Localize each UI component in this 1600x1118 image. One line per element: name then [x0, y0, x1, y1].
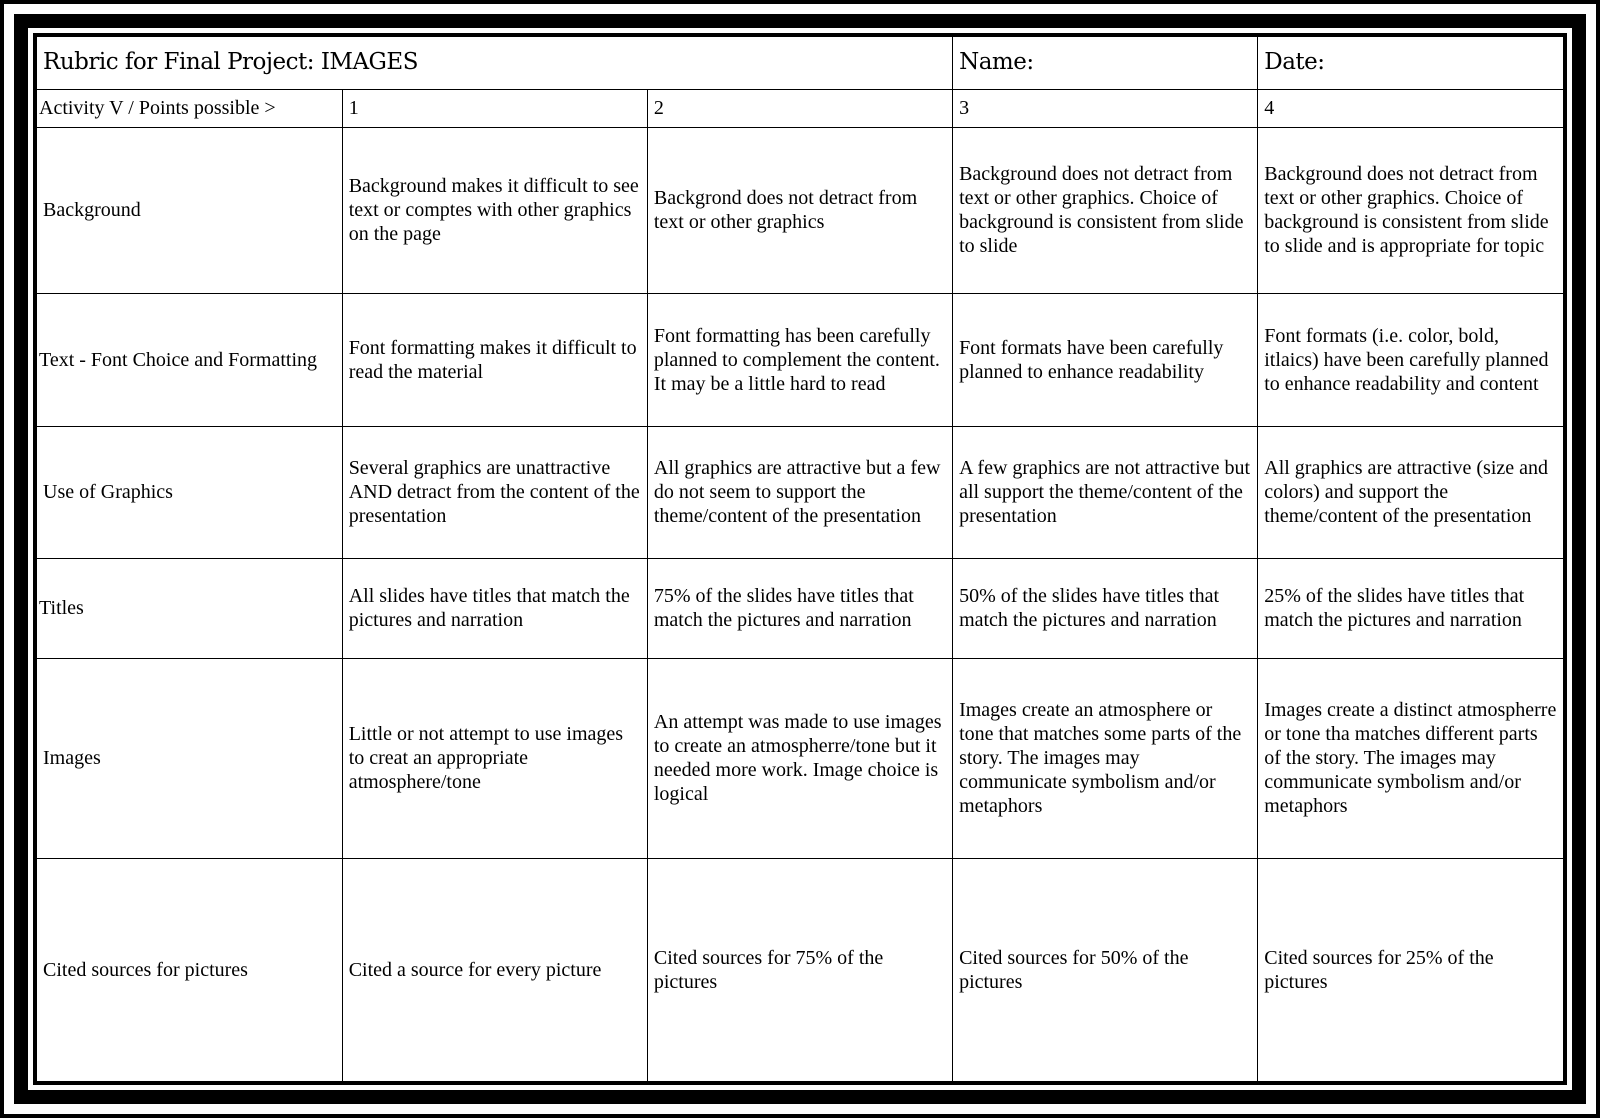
criterion-titles: Titles	[37, 558, 342, 658]
rubric-row-background	[37, 127, 1563, 293]
page-border-gap	[28, 28, 1572, 1090]
rubric-cell: 50% of the slides have titles that match the pictures and narration	[953, 558, 1258, 658]
header-row	[37, 37, 1563, 89]
rubric-cell: Little or not attempt to use images to creat an appropriate atmosphere/tone	[342, 658, 647, 858]
rubric-cell: All slides have titles that match the pictures and narration	[342, 558, 647, 658]
criterion-text-font: Text - Font Choice and Formatting	[37, 293, 342, 426]
rubric-cell: Backgrond does not detract from text or other graphics	[647, 127, 952, 293]
rubric-cell: Font formats (i.e. color, bold, itlaics) have been carefully planned to enhance readability and content	[1258, 293, 1563, 426]
rubric-cell: Background does not detract from text or other graphics. Choice of background is consistent from slide to slide and is appropriate for topic	[1258, 127, 1563, 293]
rubric-cell: Cited sources for 75% of the pictures	[647, 858, 952, 1081]
points-header-3: 3	[953, 89, 1258, 127]
rubric-cell: Background makes it difficult to see text or comptes with other graphics on the page	[342, 127, 647, 293]
rubric-cell: Cited sources for 25% of the pictures	[1258, 858, 1563, 1081]
rubric-cell: Font formats have been carefully planned to enhance readability	[953, 293, 1258, 426]
rubric-row-cited-sources	[37, 858, 1563, 1081]
criterion-images: Images	[37, 658, 342, 858]
points-header-4: 4	[1258, 89, 1563, 127]
rubric-cell: Images create a distinct atmospherre or tone tha matches different parts of the story. The images may communicate symbolism and/or metaphors	[1258, 658, 1563, 858]
rubric-row-images	[37, 658, 1563, 858]
rubric-row-titles	[37, 558, 1563, 658]
rubric-cell: 25% of the slides have titles that match the pictures and narration	[1258, 558, 1563, 658]
rubric-cell: A few graphics are not attractive but all support the theme/content of the presentation	[953, 426, 1258, 558]
rubric-cell: All graphics are attractive (size and colors) and support the theme/content of the presentation	[1258, 426, 1563, 558]
rubric-frame	[33, 33, 1567, 1085]
criterion-cited-sources: Cited sources for pictures	[37, 858, 342, 1081]
rubric-title: Rubric for Final Project: IMAGES	[37, 37, 953, 89]
criterion-background: Background	[37, 127, 342, 293]
rubric-cell: All graphics are attractive but a few do not seem to support the theme/content of the presentation	[647, 426, 952, 558]
rubric-cell: Cited sources for 50% of the pictures	[953, 858, 1258, 1081]
rubric-cell: Several graphics are unattractive AND detract from the content of the presentation	[342, 426, 647, 558]
rubric-cell: 75% of the slides have titles that match the pictures and narration	[647, 558, 952, 658]
rubric-cell: Background does not detract from text or other graphics. Choice of background is consistent from slide to slide	[953, 127, 1258, 293]
rubric-row-text-font	[37, 293, 1563, 426]
name-label: Name:	[953, 37, 1258, 89]
points-row	[37, 89, 1563, 127]
rubric-cell: An attempt was made to use images to create an atmospherre/tone but it needed more work. Image choice is logical	[647, 658, 952, 858]
rubric-cell: Font formatting has been carefully planned to complement the content. It may be a little hard to read	[647, 293, 952, 426]
rubric-cell: Images create an atmosphere or tone that matches some parts of the story. The images may communicate symbolism and/or metaphors	[953, 658, 1258, 858]
rubric-row-graphics	[37, 426, 1563, 558]
rubric-table	[37, 37, 1563, 1081]
page-border-band	[14, 14, 1586, 1104]
rubric-cell: Font formatting makes it difficult to read the material	[342, 293, 647, 426]
points-header-1: 1	[342, 89, 647, 127]
rubric-cell: Cited a source for every picture	[342, 858, 647, 1081]
criterion-graphics: Use of Graphics	[37, 426, 342, 558]
points-header-2: 2	[647, 89, 952, 127]
date-label: Date:	[1258, 37, 1563, 89]
points-row-label: Activity V / Points possible >	[37, 89, 342, 127]
